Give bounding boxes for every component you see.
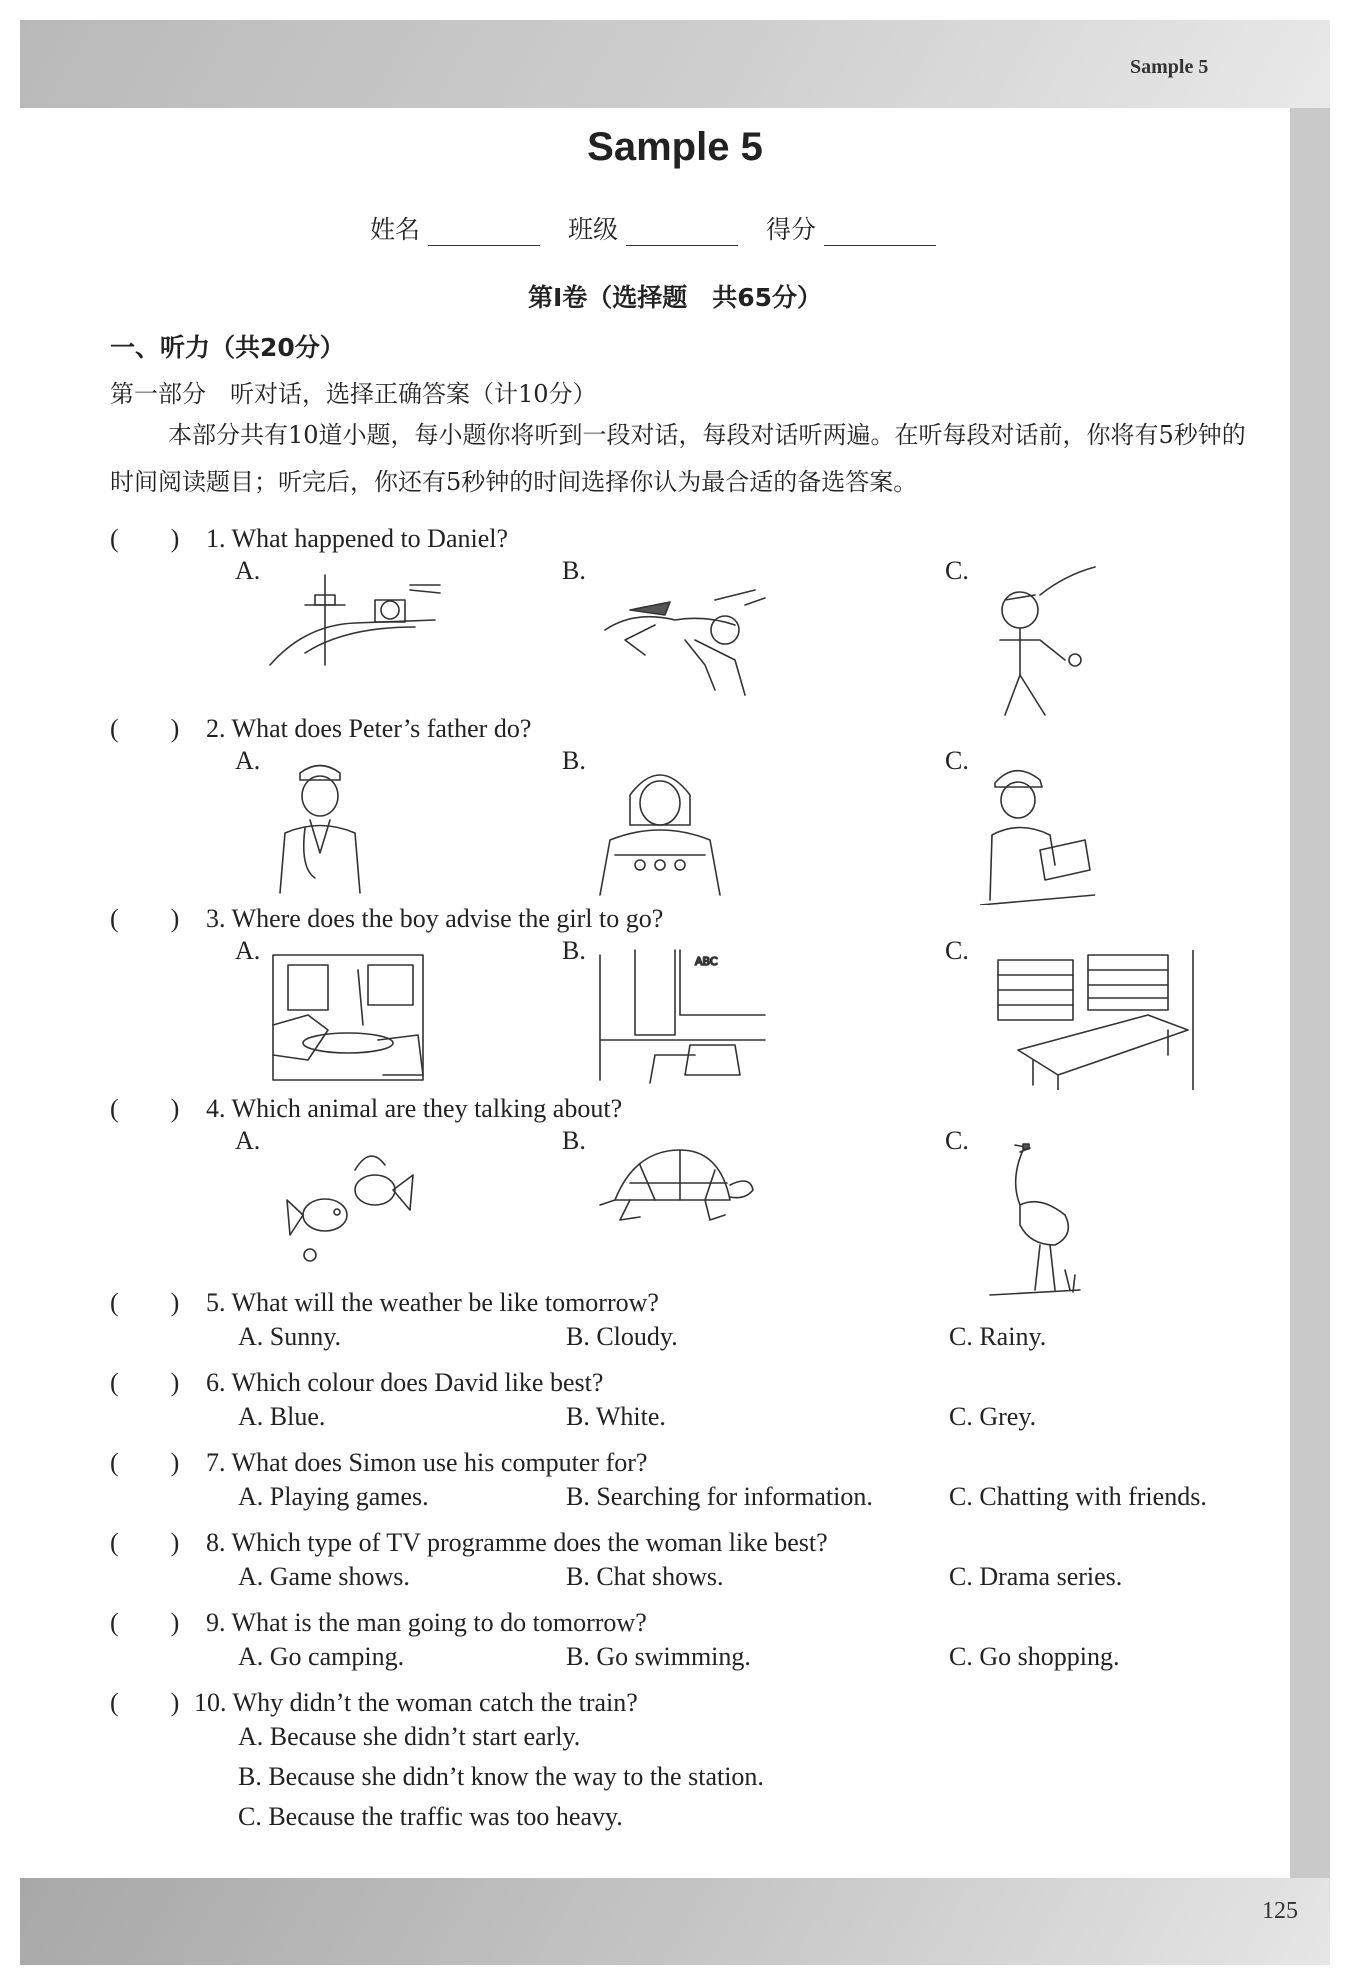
doctor-icon[interactable]	[270, 758, 370, 898]
option-label: C.	[945, 746, 969, 775]
answer-blank[interactable]: ( )	[110, 714, 180, 743]
option-b[interactable]: B. White.	[566, 1402, 666, 1431]
question-10: ( ) 10. Why didn’t the woman catch the train?	[110, 1682, 638, 1719]
answer-blank[interactable]: ( )	[110, 1528, 180, 1557]
option-label: A.	[235, 746, 261, 775]
option-b[interactable]: B. Cloudy.	[566, 1322, 678, 1351]
option-label: C.	[945, 1126, 969, 1155]
answer-blank[interactable]: ( )	[110, 1368, 180, 1397]
option-b[interactable]: B. Chat shows.	[566, 1562, 724, 1591]
answer-blank[interactable]: ( )	[110, 1448, 180, 1477]
option-a[interactable]: A. Game shows.	[238, 1562, 410, 1591]
svg-text:ABC: ABC	[695, 955, 718, 968]
footer-band	[20, 1878, 1330, 1965]
running-header: Sample 5	[1130, 56, 1209, 78]
answer-blank[interactable]: ( )	[110, 1608, 180, 1637]
question-8: ( ) 8. Which type of TV programme does the woman like best?	[110, 1522, 828, 1559]
option-b[interactable]: B. Go swimming.	[566, 1642, 751, 1671]
question-9: ( ) 9. What is the man going to do tomorrow?	[110, 1602, 647, 1639]
instructions: 本部分共有10道小题，每小题你将听到一段对话，每段对话听两遍。在听每段对话前，你将有5秒钟的时间阅读题目；听完后，你还有5秒钟的时间选择你认为最合适的备选答案。	[110, 421, 1246, 496]
option-label: C.	[945, 936, 969, 965]
question-4: ( ) 4. Which animal are they talking about?	[110, 1088, 622, 1125]
option-a[interactable]: A. Playing games.	[238, 1482, 429, 1511]
option-a[interactable]: A. Go camping.	[238, 1642, 405, 1671]
volume-title: 第Ⅰ卷（选择题 共65分）	[527, 283, 823, 312]
option-a[interactable]: A. Because she didn’t start early.	[238, 1722, 581, 1751]
answer-blank[interactable]: ( )	[110, 904, 180, 933]
name-field[interactable]: 姓名	[370, 210, 540, 246]
falling-boy-icon[interactable]	[595, 580, 770, 710]
option-label: B.	[562, 556, 586, 585]
goldfish-icon[interactable]	[285, 1140, 415, 1265]
hit-by-ball-icon[interactable]	[975, 565, 1105, 725]
option-label: B.	[562, 1126, 586, 1155]
question-6: ( ) 6. Which colour does David like best?	[110, 1362, 603, 1399]
option-a[interactable]: A. Blue.	[238, 1402, 326, 1431]
option-c[interactable]: C. Rainy.	[949, 1322, 1047, 1351]
question-7: ( ) 7. What does Simon use his computer for?	[110, 1442, 647, 1479]
question-1: ( ) 1. What happened to Daniel?	[110, 518, 508, 555]
option-label: B.	[562, 746, 586, 775]
option-c[interactable]: C. Because the traffic was too heavy.	[238, 1802, 623, 1831]
classroom-icon[interactable]	[595, 945, 770, 1085]
page-title: Sample 5	[587, 125, 763, 169]
option-c[interactable]: C. Drama series.	[949, 1562, 1123, 1591]
answer-blank[interactable]: ( )	[110, 524, 180, 553]
option-a[interactable]: A. Sunny.	[238, 1322, 342, 1351]
living-room-icon[interactable]	[268, 945, 428, 1085]
option-label: A.	[235, 1126, 261, 1155]
option-b[interactable]: B. Searching for information.	[566, 1482, 873, 1511]
turtle-icon[interactable]	[595, 1145, 755, 1225]
option-b[interactable]: B. Because she didn’t know the way to the station.	[238, 1762, 764, 1791]
option-c[interactable]: C. Chatting with friends.	[949, 1482, 1207, 1511]
section-heading: 一、听力（共20分）	[110, 333, 345, 362]
question-2: ( ) 2. What does Peter’s father do?	[110, 708, 531, 745]
option-c[interactable]: C. Go shopping.	[949, 1642, 1120, 1671]
crane-icon[interactable]	[985, 1140, 1085, 1300]
astronaut-icon[interactable]	[595, 755, 725, 900]
answer-blank[interactable]: ( )	[110, 1094, 180, 1123]
option-label: B.	[562, 936, 586, 965]
page-number: 125	[1262, 1898, 1298, 1924]
library-icon[interactable]	[978, 950, 1198, 1090]
worker-icon[interactable]	[980, 755, 1095, 905]
answer-blank[interactable]: ( )	[110, 1688, 180, 1717]
option-label: A.	[235, 936, 261, 965]
answer-blank[interactable]: ( )	[110, 1288, 180, 1317]
part-heading: 第一部分 听对话，选择正确答案（计10分）	[110, 380, 597, 408]
option-label: A.	[235, 556, 261, 585]
student-info-row	[370, 210, 964, 246]
class-field[interactable]: 班级	[568, 210, 738, 246]
option-c[interactable]: C. Grey.	[949, 1402, 1037, 1431]
option-label: C.	[945, 556, 969, 585]
sick-in-bed-icon[interactable]	[265, 565, 445, 675]
question-5: ( ) 5. What will the weather be like tomorrow?	[110, 1282, 659, 1319]
question-3: ( ) 3. Where does the boy advise the girl to go?	[110, 898, 663, 935]
score-field[interactable]: 得分	[766, 210, 936, 246]
